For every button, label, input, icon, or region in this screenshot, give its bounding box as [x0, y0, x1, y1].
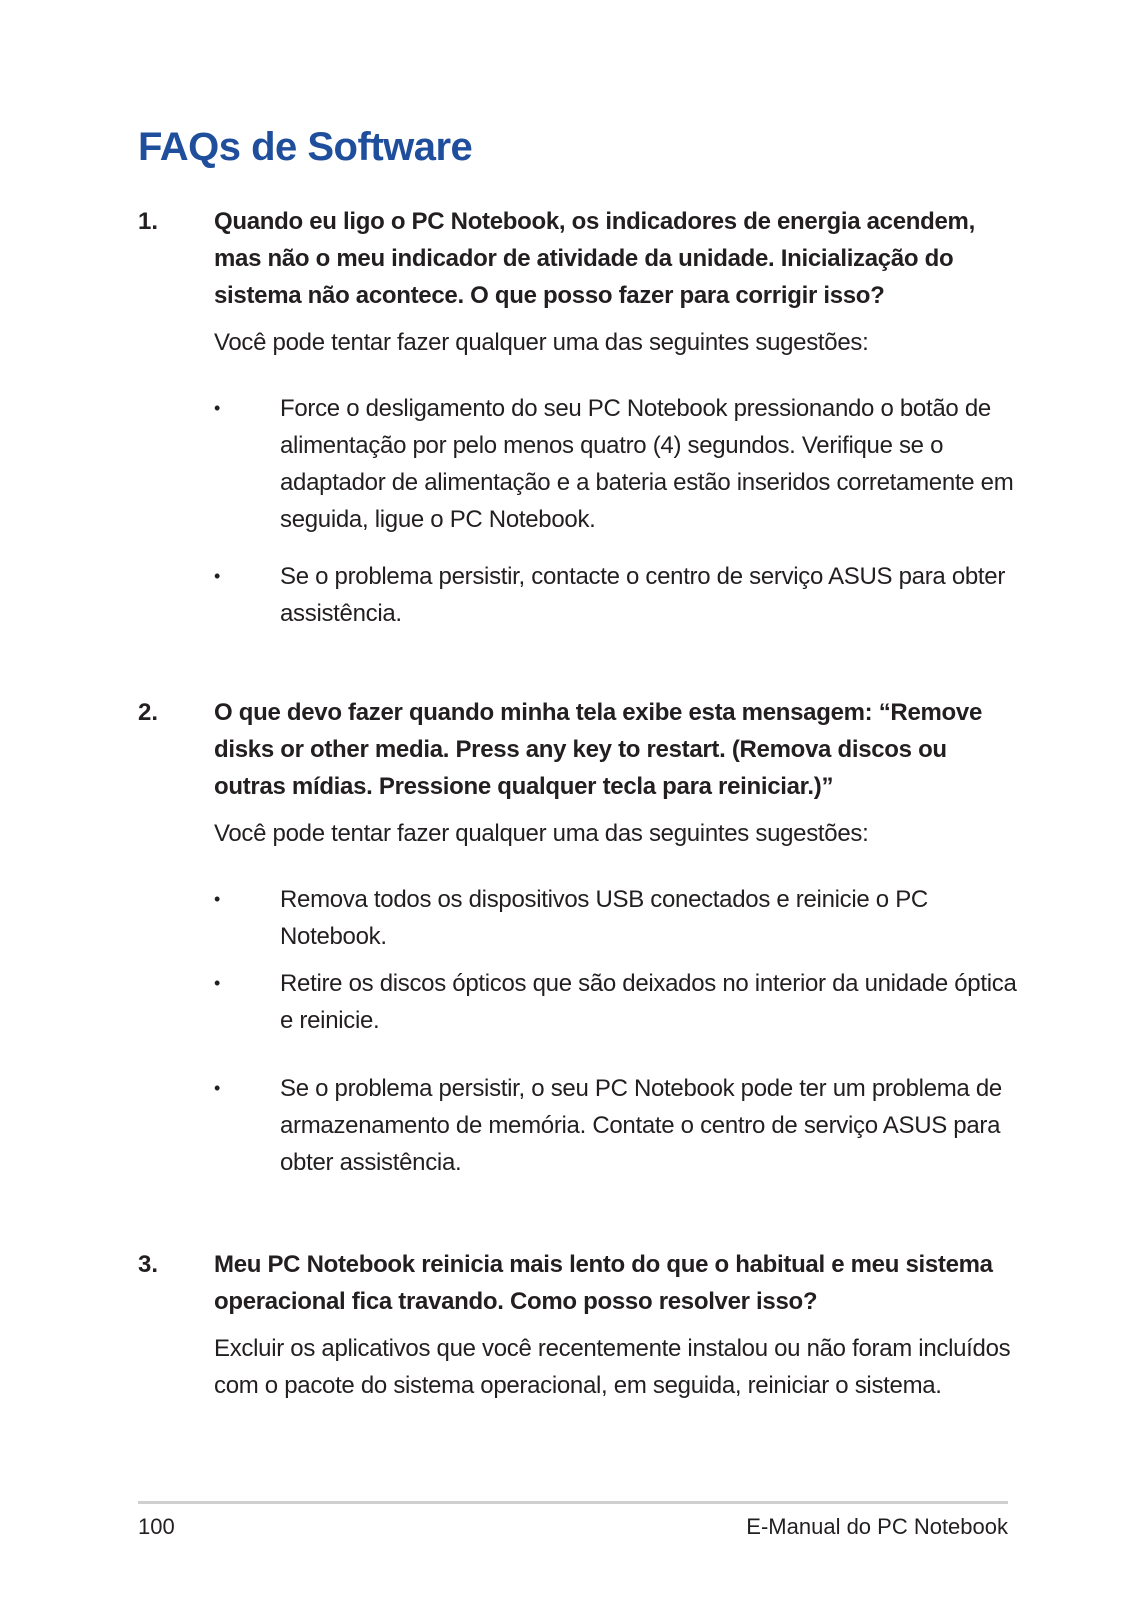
faq-number: 3.: [138, 1251, 159, 1278]
faq-body: [214, 1246, 1018, 1404]
faq-intro: Você pode tentar fazer qualquer uma das seguintes sugestões:: [214, 820, 869, 847]
faq-number: 2.: [138, 699, 159, 726]
page-title: FAQs de Software: [138, 125, 473, 169]
faq-item-3: [138, 1246, 1018, 1404]
bullet-icon: •: [214, 398, 221, 418]
list-item-text: Se o problema persistir, o seu PC Notebook pode ter um problema de armazenamento de memória. Contate o centro de serviço ASUS para obter assistência.: [280, 1075, 1002, 1176]
list-item-text: Force o desligamento do seu PC Notebook pressionando o botão de alimentação por pelo menos quatro (4) segundos. Verifique se o adaptador de alimentação e a bateria estão inseridos corretamente em seguida, ligue o PC Notebook.: [280, 395, 1014, 533]
list-item-text: Remova todos os dispositivos USB conectados e reinicie o PC Notebook.: [280, 886, 928, 950]
footer-page-number: 100: [138, 1514, 175, 1539]
faq-question: Meu PC Notebook reinicia mais lento do que o habitual e meu sistema operacional fica travando. Como posso resolver isso?: [214, 1251, 993, 1315]
list-item: [214, 965, 1018, 1039]
list-item: [214, 558, 1018, 632]
faq-body: [214, 694, 1018, 1181]
suggestion-list: [214, 390, 1018, 632]
faq-question: Quando eu ligo o PC Notebook, os indicadores de energia acendem, mas não o meu indicador de atividade da unidade. Inicialização do sistema não acontece. O que posso fazer para corrigir isso?: [214, 208, 975, 309]
list-item: [214, 390, 1018, 538]
list-item: [214, 1070, 1018, 1181]
bullet-icon: •: [214, 973, 221, 993]
list-item-text: Se o problema persistir, contacte o centro de serviço ASUS para obter assistência.: [280, 563, 1006, 627]
faq-number: 1.: [138, 208, 159, 235]
faq-intro: Você pode tentar fazer qualquer uma das seguintes sugestões:: [214, 329, 869, 356]
faq-body: [214, 203, 1018, 632]
list-item: [214, 881, 1018, 955]
list-item-text: Retire os discos ópticos que são deixados no interior da unidade óptica e reinicie.: [280, 970, 1017, 1034]
bullet-icon: •: [214, 889, 221, 909]
faq-item-1: [138, 203, 1018, 632]
faq-item-2: [138, 694, 1018, 1181]
suggestion-list: [214, 881, 1018, 1181]
footer-document-title: E-Manual do PC Notebook: [746, 1514, 1008, 1539]
bullet-icon: •: [214, 1078, 221, 1098]
footer-divider: [138, 1501, 1008, 1504]
bullet-icon: •: [214, 566, 221, 586]
faq-question: O que devo fazer quando minha tela exibe esta mensagem: “Remove disks or other media. Press any key to restart. (Remova discos ou outras mídias. Pressione qualquer tecla para reiniciar.)”: [214, 699, 983, 800]
faq-answer: Excluir os aplicativos que você recentemente instalou ou não foram incluídos com o pacote do sistema operacional, em seguida, reiniciar o sistema.: [214, 1335, 1011, 1399]
